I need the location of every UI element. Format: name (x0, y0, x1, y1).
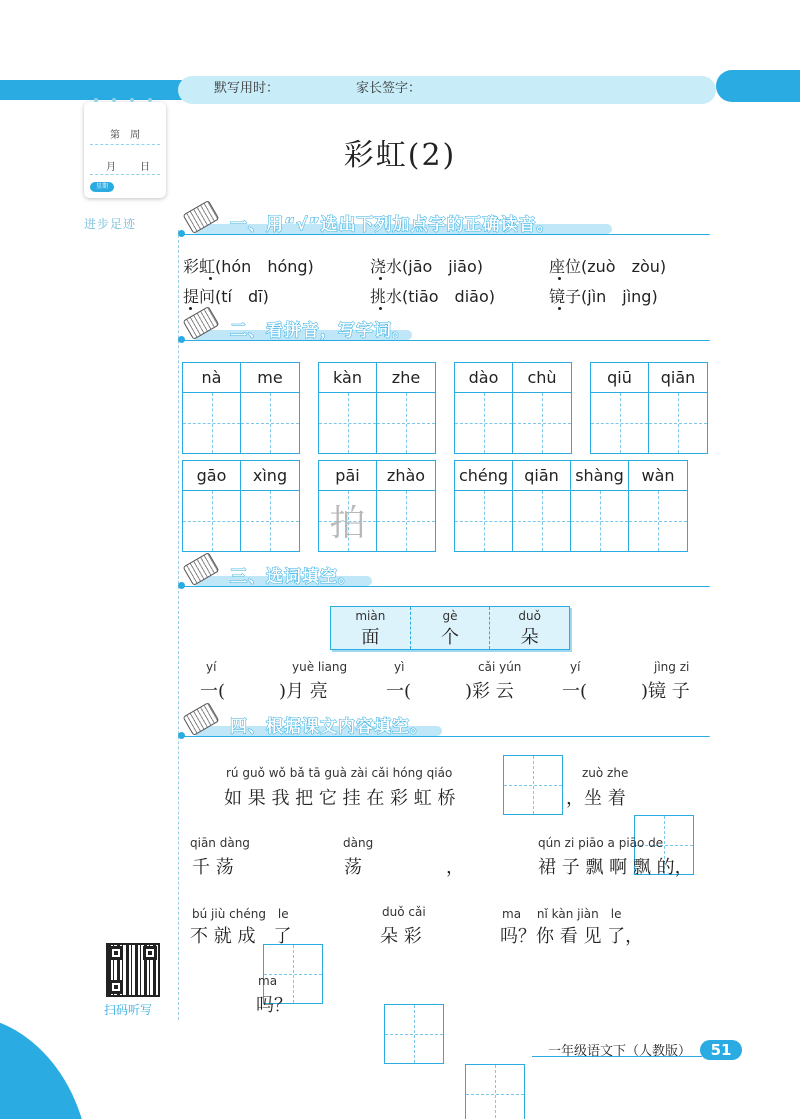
emphasis-dot (379, 277, 382, 280)
tianzi-box[interactable] (241, 393, 299, 453)
word-bank (330, 606, 570, 650)
book-title: 一年级语文下（人教版） (548, 1044, 692, 1059)
comma: ， (446, 857, 464, 878)
writing-grid (590, 362, 708, 454)
option-item[interactable]: 浇水(jāo jiāo) (370, 257, 484, 276)
fill-blank[interactable]: 一( )月 亮 (200, 681, 328, 702)
tianzi-box[interactable] (455, 491, 512, 551)
option-item[interactable]: 挑水(tiāo diāo) (370, 287, 495, 306)
emphasis-dot (558, 307, 561, 310)
fill-blank[interactable]: 一( )彩 云 (386, 681, 514, 702)
section-3-title: 三、选词填空。 (230, 567, 356, 587)
qr-label: 扫码听写 (104, 1003, 153, 1017)
pinyin: shàng (571, 461, 628, 491)
tianzi-box[interactable] (183, 491, 240, 551)
option-item[interactable]: 座位(zuò zòu) (549, 257, 667, 276)
pinyin: xìng (241, 461, 299, 491)
tianzi-box[interactable] (377, 491, 435, 551)
answer-box[interactable] (465, 1064, 525, 1119)
page-title: 彩虹(2) (343, 138, 457, 173)
pinyin: cǎi yún (478, 660, 522, 674)
writing-grid (454, 460, 688, 552)
ring-icon (146, 90, 154, 98)
example-char: 拍 (329, 503, 366, 544)
pinyin: dàng (343, 836, 374, 850)
writing-grid (318, 460, 436, 552)
passage-text: 如 果 我 把 它 挂 在 彩 虹 桥 (224, 788, 456, 809)
section-3-header (182, 562, 712, 587)
tianzi-box[interactable] (629, 491, 687, 551)
pinyin: chù (513, 363, 571, 393)
pinyin: nà (183, 363, 240, 393)
ring-icon (128, 90, 136, 98)
page-number: 51 (700, 1040, 742, 1060)
day-label: 日 (140, 162, 150, 173)
sign-label: 家长签字： (356, 81, 422, 96)
option-item[interactable]: 镜子(jìn jìng) (549, 287, 658, 306)
pinyin: ma (258, 974, 278, 988)
writing-grid (182, 460, 300, 552)
month-label: 月 (106, 162, 116, 173)
ring-icon (110, 90, 118, 98)
passage-text: 不 就 成 了 (190, 926, 292, 947)
pinyin: qiān dàng (190, 836, 250, 850)
pinyin: gāo (183, 461, 240, 491)
pinyin: rú guǒ wǒ bǎ tā guà zài cǎi hóng qiáo (226, 766, 453, 780)
pinyin: yí (570, 660, 581, 674)
writing-grid (318, 362, 436, 454)
emphasis-dot (189, 307, 192, 310)
tianzi-box[interactable] (591, 393, 648, 453)
pinyin: yì (394, 660, 405, 674)
pinyin: qiū (591, 363, 648, 393)
passage-text: 荡 (344, 857, 362, 878)
pinyin: zhe (377, 363, 435, 393)
motto: 进步足迹 (84, 217, 137, 231)
tianzi-box[interactable] (649, 393, 707, 453)
passage-text: 裙 子 飘 啊 飘 的， (538, 857, 693, 878)
divider (90, 174, 160, 175)
passage-text: 吗？ (256, 995, 292, 1016)
corner-decoration (0, 1015, 90, 1119)
pinyin: qiān (513, 461, 570, 491)
tianzi-box[interactable] (241, 491, 299, 551)
pinyin: qiān (649, 363, 707, 393)
ring-icon (92, 90, 100, 98)
passage-text: 吗？你 看 见 了， (500, 926, 644, 947)
tianzi-box[interactable] (377, 393, 435, 453)
emphasis-dot (209, 277, 212, 280)
writing-grid (182, 362, 300, 454)
pinyin: miàn (355, 609, 386, 623)
week-label: 第 周 (110, 130, 140, 141)
tianzi-box[interactable] (513, 393, 571, 453)
pinyin: me (241, 363, 299, 393)
section-4-title: 四、根据课文内容填空。 (230, 717, 428, 737)
tianzi-box[interactable] (571, 491, 628, 551)
answer-box[interactable] (384, 1004, 444, 1064)
pinyin: yí (206, 660, 217, 674)
passage-text: 千 荡 (192, 857, 234, 878)
emphasis-dot (379, 307, 382, 310)
pinyin: bú jiù chéng le (192, 907, 289, 921)
pinyin: dào (455, 363, 512, 393)
time-label: 默写用时： (214, 81, 280, 96)
tianzi-box[interactable] (319, 491, 376, 551)
pinyin: zhào (377, 461, 435, 491)
writing-grid (454, 362, 572, 454)
pinyin: wàn (629, 461, 687, 491)
emphasis-dot (558, 277, 561, 280)
header-bar-right (716, 70, 800, 102)
answer-box[interactable] (503, 755, 563, 815)
passage-text: 朵 彩 (380, 926, 422, 947)
section-1-title: 一、用“√”选出下列加点字的正确读音。 (230, 215, 555, 235)
option-item[interactable]: 彩虹(hón hóng) (183, 257, 314, 276)
tianzi-box[interactable] (513, 491, 570, 551)
pinyin: zuò zhe (582, 766, 629, 780)
word: 面 (361, 627, 380, 648)
tianzi-box[interactable] (455, 393, 512, 453)
section-2-title: 二、看拼音，写字词。 (230, 321, 410, 341)
pinyin: yuè liang (292, 660, 348, 674)
passage-text: ，坐 着 (566, 788, 626, 809)
word: 朵 (520, 627, 539, 648)
pinyin: pāi (319, 461, 376, 491)
pinyin: jìng zi (654, 660, 690, 674)
pinyin: kàn (319, 363, 376, 393)
weekday-badge: 星期 (90, 182, 114, 192)
section-2-header (182, 316, 712, 341)
margin-line (178, 230, 179, 1020)
binder-rings (92, 90, 154, 98)
tianzi-box[interactable] (319, 393, 376, 453)
word: 个 (441, 627, 459, 648)
pinyin: duǒ (518, 609, 541, 623)
header-bar-left (0, 80, 182, 100)
section-1-header (182, 210, 712, 235)
pinyin: ma nǐ kàn jiàn le (502, 907, 622, 921)
section-4-header (182, 712, 712, 737)
qr-code-icon[interactable] (106, 943, 160, 997)
pinyin: gè (442, 609, 458, 623)
fill-blank[interactable]: 一( )镜 子 (562, 681, 690, 702)
pinyin: qún zi piāo a piāo de (538, 836, 664, 850)
pinyin: duǒ cǎi (382, 905, 426, 919)
tianzi-box[interactable] (183, 393, 240, 453)
option-item[interactable]: 提问(tí dī) (183, 287, 269, 306)
pinyin: chéng (455, 461, 512, 491)
